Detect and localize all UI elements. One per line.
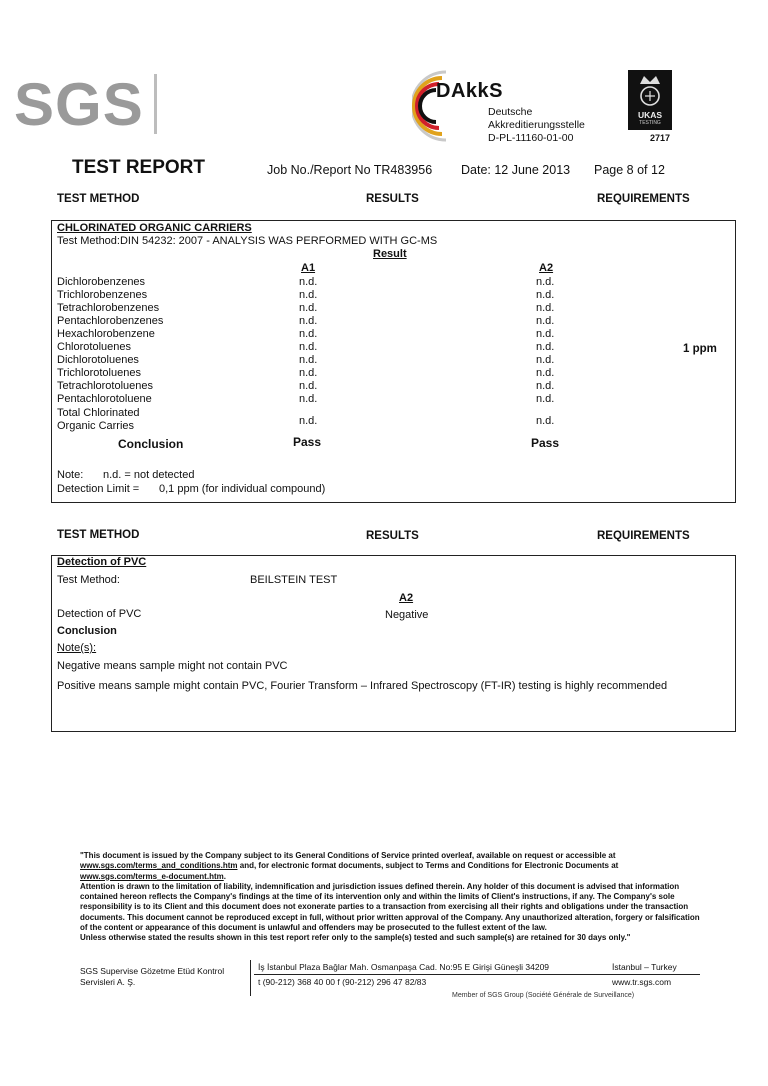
a1-value: n.d. bbox=[299, 315, 318, 327]
compound-name: Pentachlorotoluene bbox=[57, 393, 152, 405]
pvc-row-label: Detection of PVC bbox=[57, 608, 142, 620]
pvc-sample-header: A2 bbox=[399, 592, 414, 604]
a2-value: n.d. bbox=[536, 302, 555, 314]
pvc-note-negative: Negative means sample might not contain PVC bbox=[57, 660, 288, 672]
company-address: İş İstanbul Plaza Bağlar Mah. Osmanpaşa Cad. No:95 E Girişi Güneşli 34209 bbox=[258, 962, 550, 972]
report-date: Date: 12 June 2013 bbox=[461, 163, 571, 177]
conclusion-a1: Pass bbox=[293, 435, 322, 449]
sgs-logo bbox=[14, 70, 164, 136]
terms-link[interactable]: www.sgs.com/terms_and_conditions.htm bbox=[80, 861, 238, 871]
sgs-logo-text: SGS bbox=[14, 71, 144, 138]
a1-value: n.d. bbox=[299, 393, 318, 405]
a2-value: n.d. bbox=[536, 354, 555, 366]
section1-method: Test Method:DIN 54232: 2007 - ANALYSIS WAS PERFORMED WITH GC-MS bbox=[57, 235, 438, 247]
note-label: Note: bbox=[57, 469, 84, 481]
pvc-detection-box bbox=[51, 555, 736, 732]
section1-title: CHLORINATED ORGANIC CARRIERS bbox=[57, 222, 252, 234]
dakks-logo bbox=[412, 64, 612, 148]
ukas-sub: TESTING bbox=[639, 120, 661, 126]
pvc-row-value: Negative bbox=[385, 609, 429, 621]
total-label-line1: Total Chlorinated bbox=[57, 407, 140, 419]
pvc-conclusion-label: Conclusion bbox=[57, 625, 117, 637]
compound-name: Chlorotoluenes bbox=[57, 341, 131, 353]
col-requirements: REQUIREMENTS bbox=[597, 193, 690, 205]
a1-value: n.d. bbox=[299, 289, 318, 301]
conclusion-label: Conclusion bbox=[118, 437, 184, 451]
chlorinated-carriers-box bbox=[51, 220, 736, 503]
detection-limit-label: Detection Limit = bbox=[57, 483, 140, 495]
ukas-number: 2717 bbox=[650, 133, 671, 143]
a1-value: n.d. bbox=[299, 380, 318, 392]
conclusion-a2: Pass bbox=[531, 436, 560, 450]
footer-divider-horizontal bbox=[254, 974, 700, 975]
col-results: RESULTS bbox=[366, 193, 419, 205]
a1-value: n.d. bbox=[299, 328, 318, 340]
ukas-label: UKAS bbox=[637, 110, 663, 120]
disclaimer-part1: "This document is issued by the Company subject to its General Conditions of Service printed overleaf, available on request or accessible at bbox=[80, 851, 616, 860]
disclaimer-part3: Unless otherwise stated the results shown in this test report refer only to the sample(s) tested and such sample(s) are retained for 30 days only." bbox=[80, 933, 631, 943]
pvc-note-positive: Positive means sample might contain PVC, Fourier Transform – Infrared Spectroscopy (FT-IR) testing is highly recommended bbox=[57, 680, 668, 692]
a2-value: n.d. bbox=[536, 328, 555, 340]
compound-name: Tetrachlorotoluenes bbox=[57, 380, 154, 392]
dakks-line3: D-PL-11160-01-00 bbox=[488, 132, 574, 144]
pvc-notes-label: Note(s): bbox=[57, 642, 97, 654]
disclaimer-part1c: . bbox=[223, 871, 226, 881]
compound-name: Pentachlorobenzenes bbox=[57, 315, 164, 327]
a2-value: n.d. bbox=[536, 289, 555, 301]
ukas-mark bbox=[628, 70, 672, 144]
a1-value: n.d. bbox=[299, 367, 318, 379]
dakks-arcs-icon bbox=[412, 64, 482, 144]
detection-limit-value: 0,1 ppm (for individual compound) bbox=[159, 483, 326, 495]
col-test-method: TEST METHOD bbox=[57, 193, 140, 205]
dakks-line2: Akkreditierungsstelle bbox=[488, 119, 585, 131]
result-label: Result bbox=[373, 248, 407, 260]
a2-value: n.d. bbox=[536, 276, 555, 288]
compound-name: Trichlorotoluenes bbox=[57, 367, 141, 379]
a2-value: n.d. bbox=[536, 367, 555, 379]
disclaimer-part1b: and, for electronic format documents, subject to Terms and Conditions for Electronic Documents at bbox=[237, 861, 619, 871]
company-name-line1: SGS Supervise Gözetme Etüd Kontrol bbox=[80, 966, 225, 976]
compound-name: Tetrachlorobenzenes bbox=[57, 302, 160, 314]
report-title: TEST REPORT bbox=[72, 157, 206, 178]
col-requirements-2: REQUIREMENTS bbox=[597, 530, 690, 542]
footer-divider-vertical bbox=[250, 960, 251, 996]
job-number: Job No./Report No TR483956 bbox=[267, 163, 433, 177]
col-results-2: RESULTS bbox=[366, 530, 419, 542]
sgs-logo-rule bbox=[154, 74, 157, 134]
terms-e-document-link[interactable]: www.sgs.com/terms_e-document.htm bbox=[80, 871, 224, 881]
sgs-group-member: Member of SGS Group (Société Générale de Surveillance) bbox=[452, 992, 635, 999]
section2-title: Detection of PVC bbox=[57, 556, 147, 568]
crown-icon bbox=[628, 70, 672, 110]
company-city: İstanbul – Turkey bbox=[612, 962, 677, 972]
pvc-method-label: Test Method: bbox=[57, 574, 120, 586]
company-phone: t (90-212) 368 40 00 f (90-212) 296 47 82/83 bbox=[258, 977, 427, 987]
dakks-line1: Deutsche bbox=[488, 106, 533, 118]
compound-name: Dichlorotoluenes bbox=[57, 354, 139, 366]
note-text: n.d. = not detected bbox=[103, 469, 195, 481]
sample-a2-header: A2 bbox=[539, 262, 554, 274]
a1-value: n.d. bbox=[299, 276, 318, 288]
compound-name: Trichlorobenzenes bbox=[57, 289, 148, 301]
company-website[interactable]: www.tr.sgs.com bbox=[612, 977, 672, 987]
dakks-name: DAkkS bbox=[436, 80, 503, 102]
a2-value: n.d. bbox=[536, 380, 555, 392]
a1-value: n.d. bbox=[299, 302, 318, 314]
col-test-method-2: TEST METHOD bbox=[57, 529, 140, 541]
a1-total: n.d. bbox=[299, 415, 318, 427]
sample-a1-header: A1 bbox=[301, 262, 316, 274]
a1-value: n.d. bbox=[299, 341, 318, 353]
disclaimer-part2: Attention is drawn to the limitation of liability, indemnification and jurisdiction issues defined therein. Any holder of this document is advised that information contained hereon reflects the Company's findings at the time of its intervention only and within the limits of Client's instructions, if any. The Company's sole responsibility is to its Client and this document does not exonerate parties to a transaction from exercising all their rights and obligations under the transaction documents. This document cannot be reproduced except in full, without prior written approval of the Company. Any unauthorized alteration, forgery or falsification of the content or appearance of this document is unlawful and offenders may be prosecuted to the fullest extent of the law. bbox=[80, 881, 700, 933]
a2-value: n.d. bbox=[536, 315, 555, 327]
legal-disclaimer bbox=[80, 851, 700, 944]
requirement-value: 1 ppm bbox=[683, 343, 717, 355]
compound-name: Dichlorobenzenes bbox=[57, 276, 146, 288]
a2-total: n.d. bbox=[536, 415, 555, 427]
total-label-line2: Organic Carries bbox=[57, 420, 135, 432]
compound-name: Hexachlorobenzene bbox=[57, 328, 155, 340]
pvc-method-value: BEILSTEIN TEST bbox=[250, 574, 338, 586]
ukas-badge bbox=[628, 70, 672, 130]
page-number: Page 8 of 12 bbox=[594, 163, 665, 177]
company-name-line2: Servisleri A. Ş. bbox=[80, 977, 136, 987]
a2-value: n.d. bbox=[536, 341, 555, 353]
a1-value: n.d. bbox=[299, 354, 318, 366]
a2-value: n.d. bbox=[536, 393, 555, 405]
